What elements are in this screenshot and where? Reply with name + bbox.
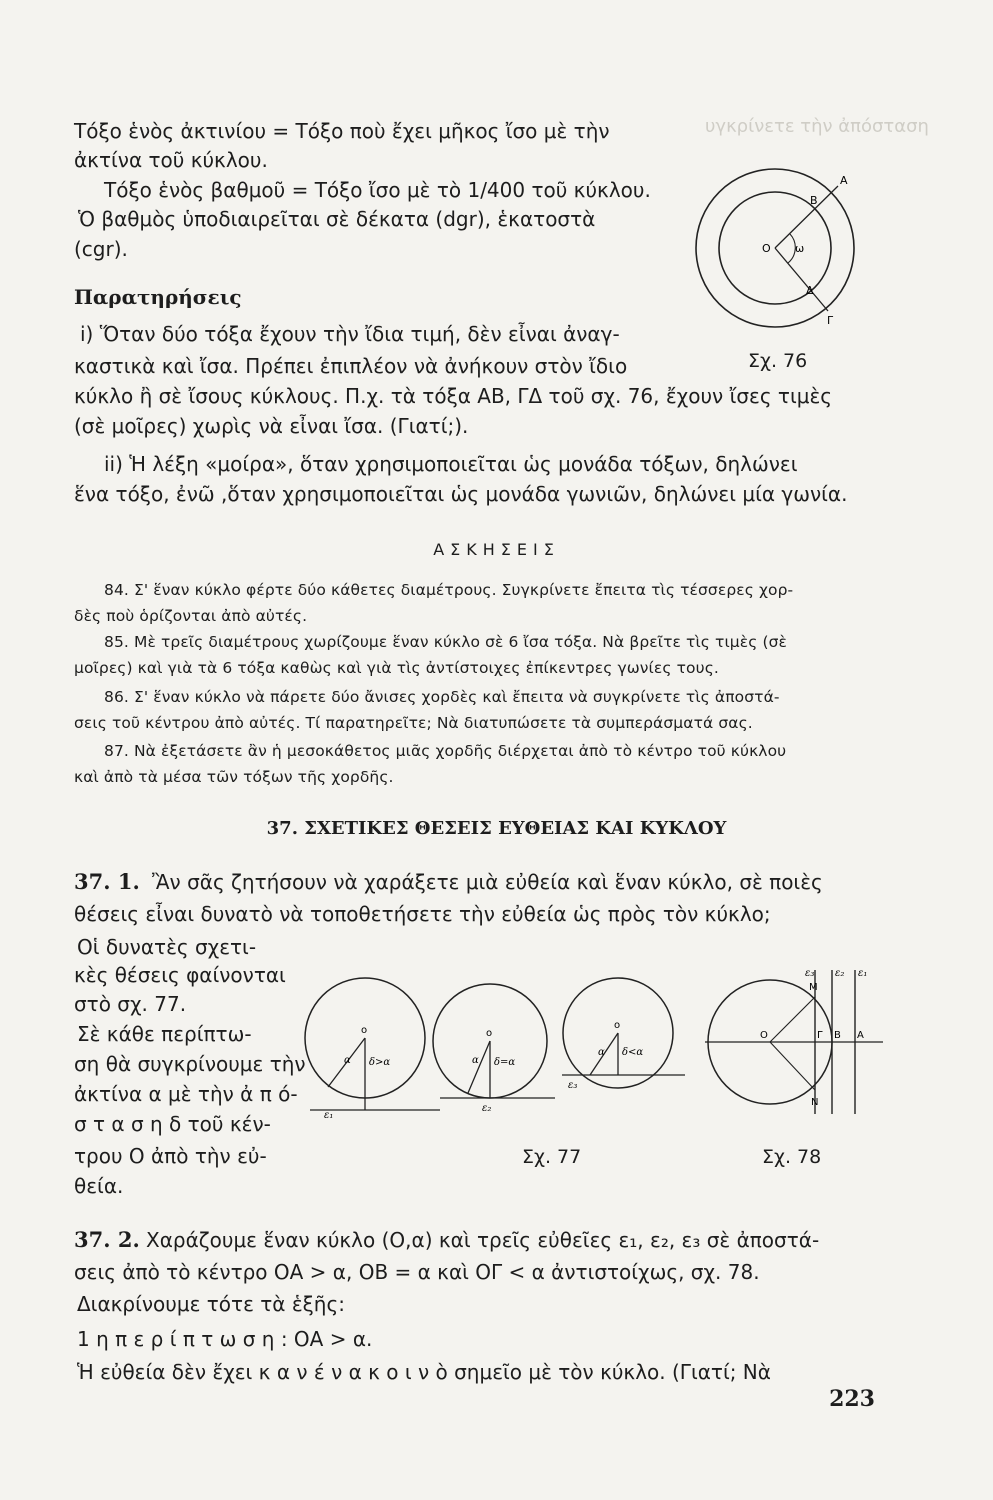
exercise-line: 84. Σ' ἕναν κύκλο φέρτε δύο κάθετες διαμέτρους. Συγκρίνετε ἔπειτα τὶς τέσσερες χορ- [104,581,794,599]
paragraph-number: 37. 1. [74,869,140,894]
text-line: (σὲ μοῖρες) χωρὶς νὰ εἶναι ἴσα. (Γιατί;). [74,414,469,438]
text-line: ἕνα τόξο, ἐνῶ ,ὅταν χρησιμοποιεῖται ὡς μονάδα γωνιῶν, δηλώνει μία γωνία. [74,482,848,506]
fig78-label: Α [857,1030,864,1041]
fig77-label: ε₁ [324,1110,334,1121]
exercise-line: σεις τοῦ κέντρου ἀπὸ αὐτές. Τί παρατηρεῖτε; Νὰ διατυπώσετε τὰ συμπεράσματά σας. [74,714,753,732]
fig77-label: δ<α [622,1047,644,1058]
text-line: καστικὰ καὶ ἴσα. Πρέπει ἐπιπλέον νὰ ἀνήκουν στὸν ἴδιο [74,354,628,378]
fig77-label: ε₃ [568,1080,578,1091]
fig77-label: α [598,1047,605,1058]
exercise-line: καὶ ἀπὸ τὰ μέσα τῶν τόξων τῆς χορδῆς. [74,768,394,786]
figure-78-caption: Σχ. 78 [762,1146,822,1168]
text-line: 1 η π ε ρ ί π τ ω σ η : ΟΑ > α. [77,1327,373,1351]
text-line: Χαράζουμε ἕναν κύκλο (Ο,α) καὶ τρεῖς εὐθεῖες ε₁, ε₂, ε₃ σὲ ἀποστά- [146,1228,820,1252]
page-number: 223 [829,1386,875,1412]
text-line: Τόξο ἑνὸς ἀκτινίου = Τόξο ποὺ ἔχει μῆκος ἴσο μὲ τὴν [74,119,610,143]
text-line: στὸ σχ. 77. [74,992,187,1016]
fig76-label: Γ [827,314,834,327]
fig78-label: ε₂ [835,968,845,979]
figure-76-caption: Σχ. 76 [748,350,808,372]
fig77-label: α [472,1055,479,1066]
text-line: Τόξο ἑνὸς βαθμοῦ = Τόξο ἴσο μὲ τὸ 1/400 τοῦ κύκλου. [104,178,651,202]
fig78-label: Μ [809,982,818,993]
figure-76 [690,164,860,339]
figure-78 [705,962,885,1127]
text-line: σ τ α σ η δ τοῦ κέν- [74,1112,271,1136]
section-heading: 37. ΣΧΕΤΙΚΕΣ ΘΕΣΕΙΣ ΕΥΘΕΙΑΣ ΚΑΙ ΚΥΚΛΟΥ [266,818,727,839]
text-line: (cgr). [74,237,128,261]
text-line: Ὁ βαθμὸς ὑποδιαιρεῖται σὲ δέκατα (dgr), ἑκατοστὰ [78,207,596,231]
text-line: ἀκτίνα τοῦ κύκλου. [74,148,268,172]
fig78-label: Ν [811,1097,819,1108]
fig76-ray-down [775,248,828,311]
exercise-line: 87. Νὰ ἐξετάσετε ἂν ἡ μεσοκάθετος μιᾶς χορδῆς διέρχεται ἀπὸ τὸ κέντρο τοῦ κύκλου [104,742,787,760]
text-line: i) Ὅταν δύο τόξα ἔχουν τὴν ἴδια τιμή, δὲν εἶναι ἀναγ- [80,322,620,346]
text-line: τρου Ο ἀπὸ τὴν εὐ- [74,1144,267,1168]
fig77-label: α [344,1055,351,1066]
paragraph-number: 37. 2. [74,1227,140,1252]
text-line: σεις ἀπὸ τὸ κέντρο ΟΑ > α, ΟΒ = α καὶ ΟΓ < α ἀντιστοίχως, σχ. 78. [74,1260,760,1284]
fig78-label: Ο [760,1030,768,1041]
text-line: Σὲ κάθε περίπτω- [77,1022,252,1046]
fig78-label: Γ [817,1030,823,1041]
fig76-ray-up [775,186,838,248]
fig76-label: ω [795,242,805,255]
fig77-label: ο [361,1025,368,1036]
fig77-label: ο [614,1020,621,1031]
text-line: Διακρίνουμε τότε τὰ ἑξῆς: [77,1292,345,1316]
text-line: ii) Ἡ λέξη «μοίρα», ὅταν χρησιμοποιεῖται ὡς μονάδα τόξων, δηλώνει [104,452,798,476]
exercises-heading: ΑΣΚΗΣΕΙΣ [433,540,560,559]
observations-heading: Παρατηρήσεις [74,285,242,309]
text-line: Οἱ δυνατὲς σχετι- [77,935,257,959]
fig78-label: ε₃ [805,968,815,979]
fig76-label: Ο [762,242,771,255]
figure-77 [300,975,695,1125]
fig76-label: Β [810,194,818,207]
fig78-label: Β [834,1030,841,1041]
fig76-label: Δ [806,284,814,297]
fig77-label: ο [486,1028,493,1039]
text-line: κὲς θέσεις φαίνονται [74,963,286,987]
text-line: ἀκτίνα α μὲ τὴν ἀ π ό- [74,1082,298,1106]
text-line: ση θὰ συγκρίνουμε τὴν [74,1052,306,1076]
exercise-line: δὲς ποὺ ὁρίζονται ἀπὸ αὐτές. [74,607,308,625]
text-line: Ἂν σᾶς ζητήσουν νὰ χαράξετε μιὰ εὐθεία καὶ ἕναν κύκλο, σὲ ποιὲς [152,870,823,894]
exercise-line: μοῖρες) καὶ γιὰ τὰ 6 τόξα καθὼς καὶ γιὰ τὶς ἀντίστοιχες ἐπίκεντρες γωνίες τους. [74,659,719,677]
bleed-through-text: υγκρίνετε τὴν ἀπόσταση [705,116,929,137]
exercise-line: 85. Μὲ τρεῖς διαμέτρους χωρίζουμε ἕναν κύκλο σὲ 6 ἴσα τόξα. Νὰ βρεῖτε τὶς τιμὲς (σὲ [104,633,788,651]
text-line: Ἡ εὐθεία δὲν ἔχει κ α ν έ ν α κ ο ι ν ὸ σημεῖο μὲ τὸν κύκλο. (Γιατί; Νὰ [77,1360,771,1384]
exercise-line: 86. Σ' ἕναν κύκλο νὰ πάρετε δύο ἄνισες χορδὲς καὶ ἔπειτα νὰ συγκρίνετε τὶς ἀποστά- [104,688,780,706]
fig77-label: δ>α [369,1057,391,1068]
fig78-segment-om [770,997,815,1042]
fig76-label: Α [840,174,848,187]
fig77-label: ε₂ [482,1103,492,1114]
text-line: κύκλο ἢ σὲ ἴσους κύκλους. Π.χ. τὰ τόξα ΑΒ, ΓΔ τοῦ σχ. 76, ἔχουν ἴσες τιμὲς [74,384,833,408]
figure-77-caption: Σχ. 77 [522,1146,582,1168]
fig77-label: δ=α [494,1057,516,1068]
text-line: θεία. [74,1174,124,1198]
fig78-label: ε₁ [858,968,868,979]
fig77-radius-2 [468,1041,490,1093]
text-line: θέσεις εἶναι δυνατὸ νὰ τοποθετήσετε τὴν εὐθεία ὡς πρὸς τὸν κύκλο; [74,902,771,926]
fig78-segment-on [770,1042,815,1090]
